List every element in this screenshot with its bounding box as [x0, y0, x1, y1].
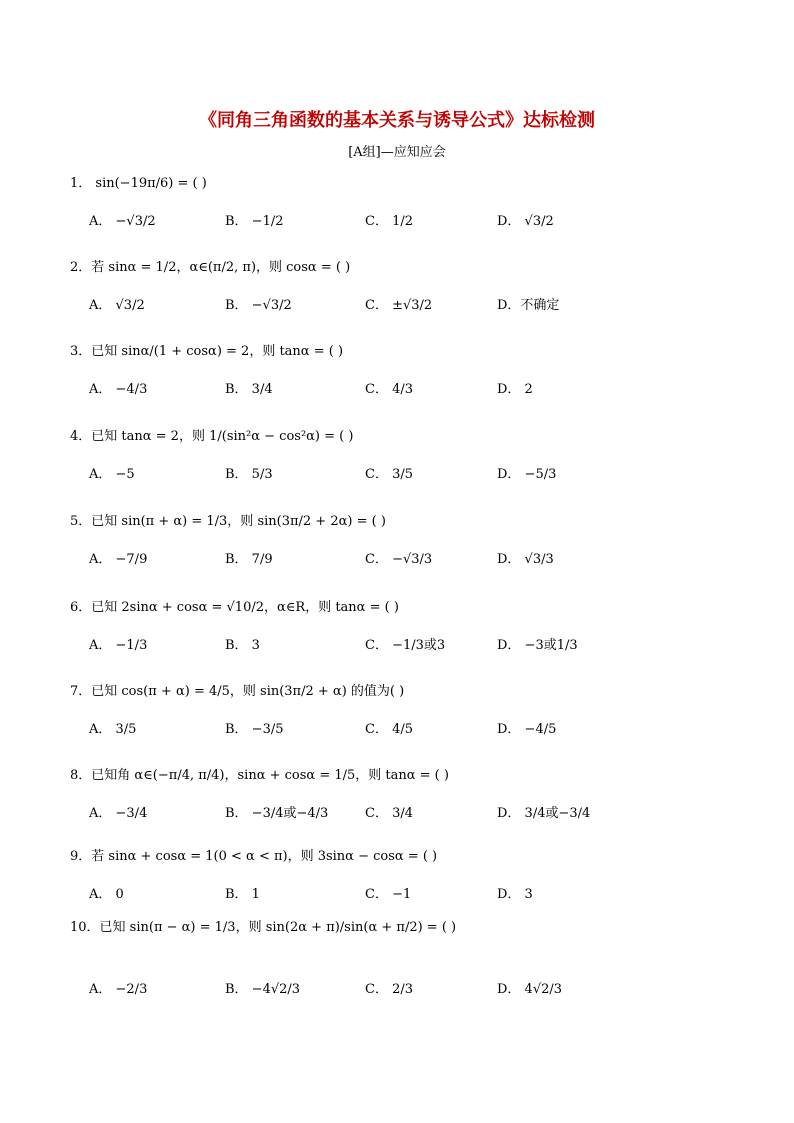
option-c: C． 1/2	[365, 214, 414, 229]
option-a: A． √3/2	[89, 298, 145, 313]
option-a: A． −5	[89, 467, 135, 482]
option-b: B． 5/3	[225, 467, 273, 482]
option-c: C． −1/3或3	[365, 638, 446, 653]
option-c: C． −√3/3	[365, 552, 433, 567]
question-stem: 9．若 sinα + cosα = 1(0 < α < π)，则 3sinα − cosα = ( )	[70, 849, 438, 864]
option-a: A． −√3/2	[89, 214, 156, 229]
option-c: C． 4/3	[365, 382, 414, 397]
question-stem: 1． sin(−19π/6) = ( )	[70, 176, 207, 191]
question-stem: 8．已知角 α∈(−π/4, π/4)，sinα + cosα = 1/5，则 tanα = ( )	[70, 768, 449, 783]
option-a: A． −2/3	[89, 982, 148, 997]
question-stem: 2．若 sinα = 1/2，α∈(π/2, π)，则 cosα = ( )	[70, 260, 351, 275]
option-d: D． 3/4或−3/4	[497, 806, 591, 821]
option-b: B． −√3/2	[225, 298, 292, 313]
option-d: D．不确定	[497, 298, 560, 313]
option-d: D． 3	[497, 887, 533, 902]
option-a: A． 3/5	[89, 722, 137, 737]
option-a: A． 0	[89, 887, 124, 902]
option-d: D． −3或1/3	[497, 638, 578, 653]
question-stem: 3．已知 sinα/(1 + cosα) = 2，则 tanα = ( )	[70, 344, 344, 359]
option-c: C． 4/5	[365, 722, 414, 737]
question-stem: 4．已知 tanα = 2，则 1/(sin²α − cos²α) = ( )	[70, 429, 354, 444]
option-a: A． −3/4	[89, 806, 148, 821]
question-stem: 6．已知 2sinα + cosα = √10/2，α∈R，则 tanα = ( )	[70, 600, 399, 615]
question-3	[70, 340, 750, 397]
option-b: B． 7/9	[225, 552, 273, 567]
question-10	[70, 916, 750, 997]
option-a: A． −7/9	[89, 552, 148, 567]
option-b: B． −3/4或−4/3	[225, 806, 329, 821]
option-b: B． 3	[225, 638, 260, 653]
option-d: D． √3/3	[497, 552, 554, 567]
option-b: B． −3/5	[225, 722, 284, 737]
option-d: D． −5/3	[497, 467, 557, 482]
question-stem: 7．已知 cos(π + α) = 4/5，则 sin(3π/2 + α) 的值为( )	[70, 684, 405, 699]
question-9	[70, 845, 750, 902]
question-2	[70, 256, 750, 313]
option-c: C． 2/3	[365, 982, 414, 997]
option-b: B． −4√2/3	[225, 982, 301, 997]
option-d: D． √3/2	[497, 214, 554, 229]
question-8	[70, 764, 750, 821]
option-a: A． −1/3	[89, 638, 148, 653]
question-6	[70, 596, 750, 653]
option-b: B． −1/2	[225, 214, 284, 229]
question-stem: 10．已知 sin(π − α) = 1/3，则 sin(2α + π)/sin(α + π/2) = ( )	[70, 920, 457, 935]
option-c: C． 3/5	[365, 467, 414, 482]
question-4	[70, 425, 750, 482]
option-d: D． −4/5	[497, 722, 557, 737]
option-c: C． −1	[365, 887, 412, 902]
option-d: D． 2	[497, 382, 533, 397]
question-stem: 5．已知 sin(π + α) = 1/3，则 sin(3π/2 + 2α) = ( )	[70, 514, 386, 529]
option-c: C． 3/4	[365, 806, 414, 821]
question-7	[70, 680, 750, 737]
section-subtitle: [A组]—应知应会	[348, 145, 446, 160]
question-1	[70, 172, 750, 229]
option-c: C． ±√3/2	[365, 298, 433, 313]
option-b: B． 3/4	[225, 382, 273, 397]
option-b: B． 1	[225, 887, 260, 902]
document-title: 《同角三角函数的基本关系与诱导公式》达标检测	[199, 110, 595, 131]
option-a: A． −4/3	[89, 382, 148, 397]
option-d: D． 4√2/3	[497, 982, 563, 997]
question-5	[70, 510, 750, 567]
